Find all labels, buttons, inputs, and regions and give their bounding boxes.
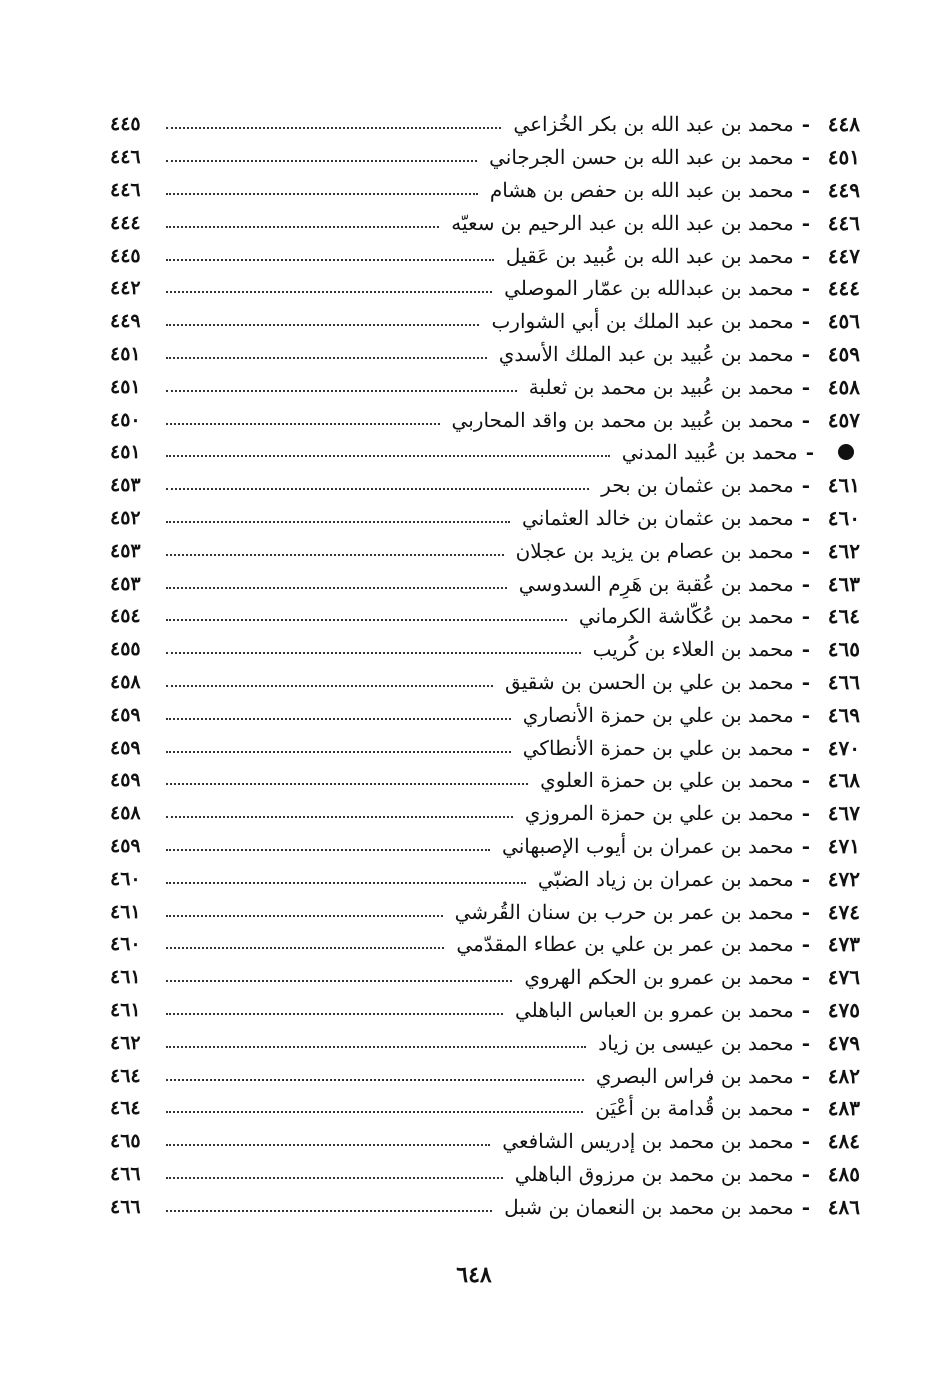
leader-dots [166,423,440,425]
entry-number: ٤٧٠ [827,735,860,760]
entry-number: ٤٨٥ [827,1161,860,1186]
leader-dots [166,652,581,654]
entry-name: محمد بن عُبيد بن عبد الملك الأسدي [498,341,794,366]
entry-page-ref: ٤٤٦ [110,178,141,201]
entry-name: محمد بن عمران بن أيوب الإصبهاني [502,833,794,858]
entry-name: محمد بن عبد الله بن عُبيد بن عَقيل [505,243,794,268]
leader-dots [166,554,504,556]
entry-name: محمد بن عمرو بن العباس الباهلي [514,997,794,1022]
entry-name: محمد بن عُبيد المدني [621,440,798,465]
leader-dots [166,718,511,720]
toc-entry [110,1092,860,1125]
entry-page-ref: ٤٦٠ [110,933,141,956]
entry-dash: - [801,604,810,629]
entry-name: محمد بن علي بن الحسن بن شقيق [505,669,794,694]
entry-page-ref: ٤٥٢ [110,506,141,529]
entry-number: ٤٧٤ [827,899,860,924]
toc-entry [110,666,860,699]
entry-page-ref: ٤٥١ [110,342,141,365]
toc-entry [110,600,860,633]
entry-number: ٤٤٦ [827,210,860,235]
entry-page-ref: ٤٥٥ [110,638,141,661]
entry-number: ٤٥١ [827,145,860,170]
toc-entry [110,633,860,666]
entry-number: ٤٦٨ [827,768,860,793]
leader-dots [166,193,478,195]
leader-dots [166,685,493,687]
entry-number: ٤٦٥ [827,637,860,662]
leader-dots [166,980,512,982]
entry-page-ref: ٤٦٤ [110,1064,141,1087]
entry-name: محمد بن عبد الله بن حسن الجرجاني [489,145,794,170]
entry-dash: - [801,374,810,399]
toc-entry [110,764,860,797]
toc-entry [110,1190,860,1223]
entry-page-ref: ٤٤٦ [110,146,141,169]
entry-dash: - [801,473,810,498]
entry-dash: - [801,965,810,990]
entry-name: محمد بن عمرو بن الحكم الهروي [524,965,794,990]
entry-dash: - [801,1063,810,1088]
entry-page-ref: ٤٥٠ [110,408,141,431]
entry-dash: - [801,276,810,301]
leader-dots [166,226,439,228]
entry-dash: - [801,538,810,563]
entry-number: ٤٦١ [827,473,860,498]
entry-number: ٤٤٤ [827,276,860,301]
entry-dash: - [801,112,810,137]
entry-name: محمد بن عبدالله بن عمّار الموصلي [504,276,794,301]
entry-number: ٤٧٢ [827,866,860,891]
toc-entry [110,272,860,305]
toc-entry [110,1158,860,1191]
entry-page-ref: ٤٦٤ [110,1097,141,1120]
entry-name: محمد بن محمد بن مرزوق الباهلي [514,1161,794,1186]
entry-name: محمد بن عبد الله بن بكر الخُزاعي [513,112,794,137]
entry-number: ٤٥٦ [827,309,860,334]
entry-name: محمد بن محمد بن إدريس الشافعي [502,1129,794,1154]
entry-dash: - [801,637,810,662]
entry-page-ref: ٤٦٦ [110,1195,141,1218]
entry-name: محمد بن عيسى بن زياد [598,1030,794,1055]
entry-dash: - [801,309,810,334]
entry-page-ref: ٤٦٦ [110,1162,141,1185]
entry-name: محمد بن عُبيد بن محمد بن واقد المحاربي [451,407,794,432]
leader-dots [166,127,501,129]
entry-dash: - [801,505,810,530]
leader-dots [166,947,444,949]
leader-dots [166,291,492,293]
entry-dash: - [801,210,810,235]
leader-dots [166,816,513,818]
entry-number: ٤٤٧ [827,243,860,268]
entry-page-ref: ٤٤٥ [110,113,141,136]
entry-page-ref: ٤٦١ [110,966,141,989]
table-of-contents [110,108,860,1223]
entry-page-ref: ٤٥٤ [110,605,141,628]
entry-dash: - [801,1129,810,1154]
leader-dots [166,587,507,589]
toc-entry [110,1026,860,1059]
entry-dash: - [801,1030,810,1055]
leader-dots [166,521,510,523]
entry-name: محمد بن عمر بن حرب بن سنان القُرشي [454,899,794,924]
leader-dots [166,1144,490,1146]
toc-entry [110,698,860,731]
toc-entry [110,141,860,174]
toc-entry [110,436,860,469]
leader-dots [166,259,494,261]
entry-name: محمد بن علي بن حمزة الأنصاري [522,702,794,727]
entry-dash: - [801,1096,810,1121]
toc-entry [110,928,860,961]
entry-name: محمد بن قُدامة بن أعْيَن [595,1096,794,1121]
entry-number: ٤٦٣ [827,571,860,596]
entry-name: محمد بن العلاء بن كُريب [592,637,794,662]
entry-dash: - [801,1194,810,1219]
entry-number: ٤٥٨ [827,374,860,399]
entry-page-ref: ٤٥٣ [110,539,141,562]
entry-dash: - [801,571,810,596]
leader-dots [166,882,526,884]
toc-entry [110,239,860,272]
entry-name: محمد بن محمد بن النعمان بن شبل [504,1194,794,1219]
leader-dots [166,1210,492,1212]
entry-number: ٤٦٧ [827,801,860,826]
entry-name: محمد بن عصام بن يزيد بن عجلان [515,538,794,563]
entry-number: ٤٦٢ [827,538,860,563]
toc-entry [110,1059,860,1092]
entry-number: ٤٥٩ [827,341,860,366]
entry-name: محمد بن علي بن حمزة الأنطاكي [522,735,794,760]
entry-page-ref: ٤٥٣ [110,474,141,497]
entry-number: ٤٦٠ [827,505,860,530]
leader-dots [166,324,479,326]
entry-name: محمد بن عُبيد بن محمد بن ثعلبة [528,374,794,399]
entry-page-ref: ٤٥٣ [110,572,141,595]
entry-number: ٤٤٩ [827,177,860,202]
entry-number: ٤٨٦ [827,1194,860,1219]
entry-number: ٤٧٩ [827,1030,860,1055]
entry-number: ٤٥٧ [827,407,860,432]
leader-dots [166,1177,503,1179]
entry-page-ref: ٤٦١ [110,900,141,923]
entry-page-ref: ٤٤٢ [110,277,141,300]
entry-page-ref: ٤٥٨ [110,670,141,693]
entry-name: محمد بن عثمان بن بحر [601,473,794,498]
toc-entry [110,895,860,928]
leader-dots [166,1111,583,1113]
leader-dots [166,915,443,917]
entry-dash: - [801,177,810,202]
entry-number: ٤٦٩ [827,702,860,727]
toc-entry [110,731,860,764]
entry-name: محمد بن علي بن حمزة العلوي [540,768,794,793]
entry-dash: - [801,145,810,170]
entry-dash: - [801,768,810,793]
entry-number: ٤٧٣ [827,932,860,957]
entry-number: ٤٨٢ [827,1063,860,1088]
entry-name: محمد بن عُقبة بن هَرِم السدوسي [518,571,794,596]
entry-page-ref: ٤٤٥ [110,244,141,267]
entry-name: محمد بن عبد الملك بن أبي الشوارب [491,309,794,334]
entry-name: محمد بن عثمان بن خالد العثماني [522,505,794,530]
page-number: ٦٤٨ [456,1262,492,1288]
entry-page-ref: ٤٥١ [110,441,141,464]
entry-page-ref: ٤٤٤ [110,211,141,234]
entry-page-ref: ٤٦٢ [110,1031,141,1054]
toc-entry [110,797,860,830]
entry-name: محمد بن عُكّاشة الكرماني [578,604,794,629]
entry-dash: - [805,440,814,465]
entry-name: محمد بن عمر بن علي بن عطاء المقدّمي [456,932,794,957]
entry-dash: - [801,407,810,432]
entry-number: ٤٦٦ [827,669,860,694]
entry-number: ٤٨٤ [827,1129,860,1154]
entry-page-ref: ٤٥٩ [110,736,141,759]
entry-name: محمد بن عبد الله بن عبد الرحيم بن سعيّه [451,210,794,235]
leader-dots [166,849,490,851]
toc-entry [110,830,860,863]
entry-name: محمد بن علي بن حمزة المروزي [524,801,794,826]
entry-dash: - [801,833,810,858]
leader-dots [166,488,589,490]
leader-dots [166,1013,503,1015]
toc-entry [110,305,860,338]
toc-entry [110,403,860,436]
entry-dash: - [801,669,810,694]
toc-entry [110,862,860,895]
toc-entry [110,206,860,239]
entry-page-ref: ٤٥٩ [110,703,141,726]
toc-entry [110,469,860,502]
toc-entry [110,174,860,207]
leader-dots [166,783,528,785]
entry-number: ٤٤٨ [827,112,860,137]
leader-dots [166,390,517,392]
entry-dash: - [801,702,810,727]
leader-dots [166,1079,584,1081]
leader-dots [166,1046,586,1048]
toc-entry [110,961,860,994]
entry-name: محمد بن عمران بن زياد الضبّي [537,866,794,891]
entry-dash: - [801,801,810,826]
leader-dots [166,160,477,162]
bullet-icon [838,444,854,460]
entry-number: ٤٧١ [827,833,860,858]
toc-entry [110,567,860,600]
toc-entry [110,502,860,535]
entry-page-ref: ٤٥١ [110,375,141,398]
entry-page-ref: ٤٤٩ [110,310,141,333]
entry-dash: - [801,243,810,268]
entry-page-ref: ٤٦١ [110,998,141,1021]
entry-name: محمد بن عبد الله بن حفص بن هشام [489,177,794,202]
toc-entry [110,108,860,141]
entry-name: محمد بن فراس البصري [595,1063,794,1088]
entry-number: ٤٧٥ [827,997,860,1022]
toc-entry [110,370,860,403]
leader-dots [166,455,610,457]
entry-number: ٤٧٦ [827,965,860,990]
entry-page-ref: ٤٥٩ [110,834,141,857]
toc-entry [110,1125,860,1158]
entry-page-ref: ٤٥٨ [110,802,141,825]
entry-dash: - [801,899,810,924]
entry-page-ref: ٤٦٥ [110,1130,141,1153]
entry-dash: - [801,735,810,760]
entry-dash: - [801,1161,810,1186]
leader-dots [166,751,511,753]
entry-dash: - [801,866,810,891]
entry-page-ref: ٤٦٠ [110,867,141,890]
leader-dots [166,619,567,621]
entry-dash: - [801,997,810,1022]
entry-page-ref: ٤٥٩ [110,769,141,792]
toc-entry [110,338,860,371]
entry-dash: - [801,932,810,957]
entry-dash: - [801,341,810,366]
entry-number: ٤٨٣ [827,1096,860,1121]
toc-entry [110,534,860,567]
toc-entry [110,994,860,1027]
leader-dots [166,357,487,359]
entry-number: ٤٦٤ [827,604,860,629]
